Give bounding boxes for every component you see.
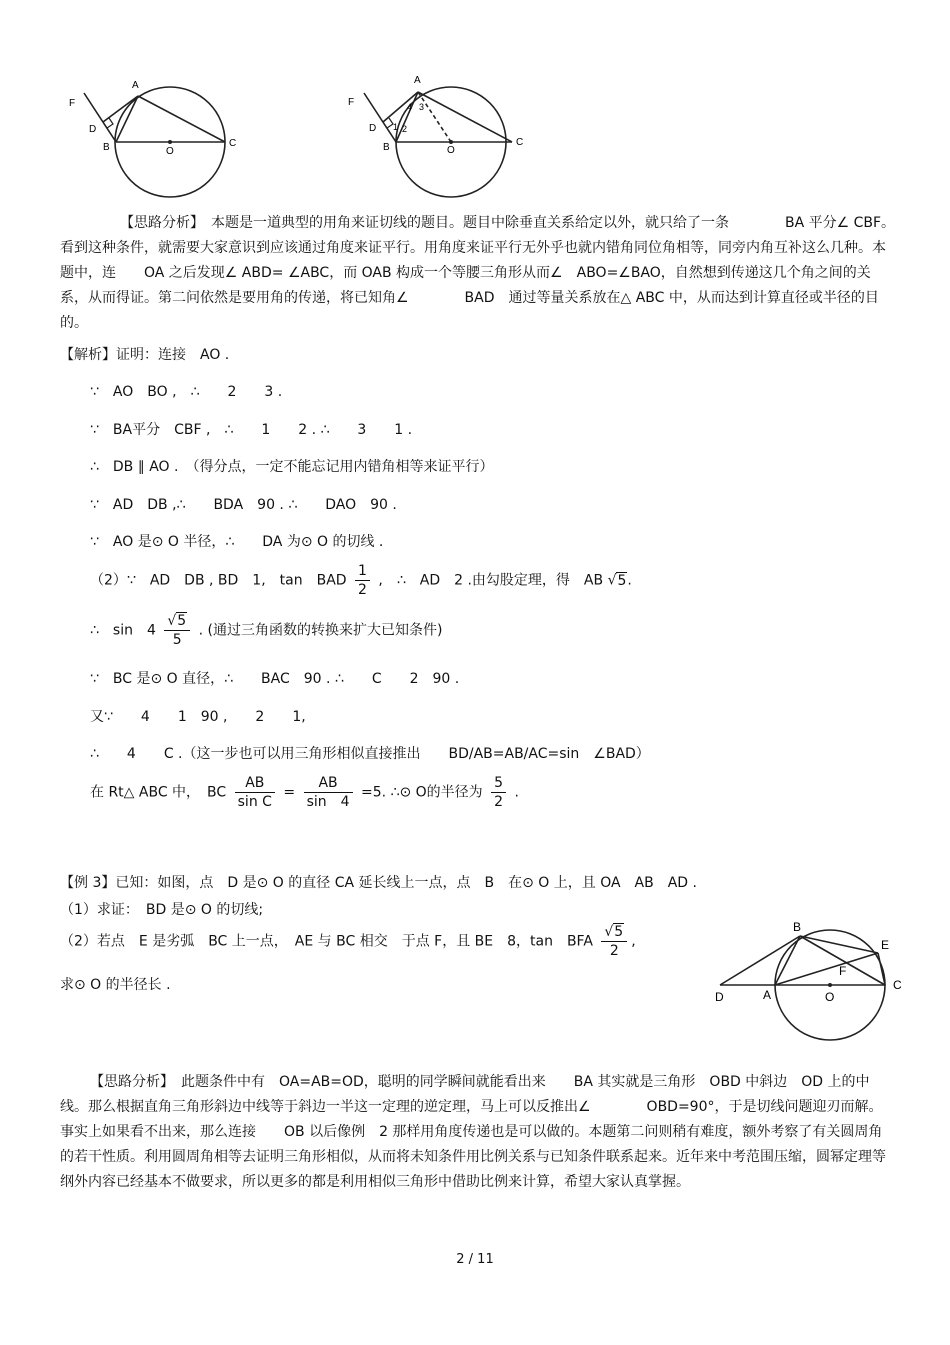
center-dot [828, 983, 832, 987]
figure-1 [60, 75, 250, 205]
chord-ac [418, 92, 512, 142]
angle-1-label: 1 [393, 122, 399, 132]
line-11-part-a: 在 Rt△ ABC 中， BC [90, 784, 227, 801]
label-d: D [89, 124, 97, 135]
example-3-question-2 [60, 923, 636, 960]
analysis-paragraph-1 [60, 211, 896, 336]
analysis-1-text: 【思路分析】 本题是一道典型的用角来证切线的题目。题目中除垂直关系给定以外，就只给了一条 BA 平分∠ CBF。看到这种条件，就需要大家意识到应该通过角度来证平行。用角度来证平行无外乎也就内错角同位角相等，同旁内角互补这么几种。本题中，连 OA 之后发现∠ ABD= ∠ABC，而 OAB 构成一个等腰三角形从而∠ ABO=∠BAO，自然想到传递这几个角之间的关系，从而得证。第二问依然是要用角的传递，将已知角∠ BAD 通过等量关系放在△ ABC 中，从而达到计算直径或半径的目的。 [60, 215, 896, 331]
line-ae [775, 953, 878, 985]
label-c: C [516, 137, 524, 148]
solution-line-8: ∵ BC 是⊙ O 直径，∴ BAC 90 . ∴ C 2 90 . [90, 671, 460, 687]
frac-num: √5 [601, 923, 627, 942]
frac-num: √5 [164, 612, 190, 631]
sqrt-5: 5 [617, 572, 627, 589]
angle-3-label: 3 [419, 102, 425, 112]
frac-num: AB [235, 774, 275, 793]
label-b: B [103, 142, 110, 153]
solution-line-4: ∵ AD DB ,∴ BDA 90 . ∴ DAO 90 . [90, 497, 397, 513]
sqrt-5: 5 [614, 924, 624, 940]
analysis-paragraph-2 [60, 1070, 896, 1195]
line-7-part-b: . (通过三角函数的转换来扩大已知条件) [198, 622, 443, 639]
label-a: A [763, 988, 772, 1002]
label-b: B [383, 142, 390, 153]
frac-den: sin C [237, 794, 272, 810]
fraction-5-2 [491, 774, 506, 811]
label-c: C [893, 978, 902, 992]
q2-part-a: （2）若点 E 是劣弧 BC 上一点， AE 与 BC 相交 于点 F，且 BE 8，tan BFA [60, 933, 593, 950]
line-7-part-a: ∴ sin 4 [90, 622, 156, 639]
chord-ba [396, 92, 418, 142]
label-a: A [414, 75, 421, 86]
solution-heading: 【解析】证明：连接 AO . [60, 347, 230, 363]
frac-num: 5 [491, 774, 506, 793]
label-d: D [369, 123, 377, 134]
example-3-question-1: （1）求证： BD 是⊙ O 的切线; [60, 902, 264, 918]
line-6-part-c: . [627, 572, 632, 589]
dashed-ao [418, 92, 451, 142]
solution-line-1: ∵ AO BO , ∴ 2 3 . [90, 384, 283, 400]
line-11-part-c: . [514, 784, 519, 801]
frac-num: 1 [355, 562, 370, 581]
line-ec [878, 953, 885, 985]
line-6-part-a: （2）∵ AD DB , BD 1, tan BAD [90, 572, 347, 589]
solution-line-9: 又∵ 4 1 90 , 2 1, [90, 709, 306, 725]
frac-den: sin 4 [306, 794, 350, 810]
frac-den: 2 [494, 794, 504, 810]
solution-line-3: ∴ DB ∥ AO . （得分点，一定不能忘记用内错角相等来证平行） [90, 459, 494, 475]
sqrt-symbol: √ [607, 572, 617, 589]
equals-sign: = [283, 784, 296, 801]
label-o: O [166, 146, 174, 157]
figure-3 [705, 915, 915, 1055]
label-o: O [447, 145, 455, 156]
solution-line-6 [90, 562, 632, 599]
solution-line-10: ∴ 4 C .（这一步也可以用三角形相似直接推出 BD/AB=AB/AC=sin ∠BAD） [90, 746, 650, 762]
fraction-1-2 [355, 562, 370, 599]
fraction-root5-5 [164, 612, 190, 649]
frac-den: 5 [172, 632, 182, 648]
label-f: F [839, 964, 847, 978]
center-dot [449, 140, 453, 144]
solution-line-2: ∵ BA平分 CBF , ∴ 1 2 . ∴ 3 1 . [90, 422, 413, 438]
frac-den: 2 [609, 943, 619, 959]
page-number: 2 / 11 [456, 1252, 494, 1267]
line-bf [364, 93, 399, 142]
sqrt-5: 5 [177, 613, 187, 629]
solution-line-11 [90, 774, 519, 811]
frac-num: AB [304, 774, 353, 793]
angle-2-label: 2 [402, 124, 408, 134]
label-c: C [229, 138, 237, 149]
label-b: B [793, 920, 802, 934]
center-dot [168, 140, 172, 144]
line-6-part-b: , ∴ AD 2 .由勾股定理，得 AB [378, 572, 604, 589]
line-11-part-b: =5. ∴⊙ O的半径为 [361, 784, 483, 801]
analysis-2-text: 【思路分析】 此题条件中有 OA=AB=OD，聪明的同学瞬间就能看出来 BA 其实就是三角形 OBD 中斜边 OD 上的中线。那么根据直角三角形斜边中线等于斜边一半这一定理的逆定理，马上可以反推出∠ OBD=90°，于是切线问题迎刃而解。事实上如果看不出来，那么连接 OB 以后像例 2 那样用角度传递也是可以做的。本题第二问则稍有难度，额外考察了有关圆周角的若干性质。利用圆周角相等去证明三角形相似，从而将未知条件用比例关系与已知条件联系起来。近年来中考范围压缩，圆幂定理等纲外内容已经基本不做要求，所以更多的都是利用相似三角形中借助比例来计算，希望大家认真掌握。 [60, 1074, 886, 1190]
example-3-question-3: 求⊙ O 的半径长 . [60, 977, 171, 993]
chord-ac [138, 96, 225, 142]
example-3-title: 【例 3】已知：如图，点 D 是⊙ O 的直径 CA 延长线上一点，点 B 在⊙ O 上，且 OA AB AD . [60, 875, 697, 891]
label-a: A [132, 80, 139, 91]
frac-den: 2 [358, 582, 367, 598]
q2-part-b: , [631, 933, 636, 950]
fraction-ab-sin4 [304, 774, 353, 811]
right-angle-mark [107, 118, 113, 128]
label-f: F [69, 98, 76, 109]
figure-2 [340, 70, 540, 205]
label-e: E [881, 938, 890, 952]
fraction-ab-sinc [235, 774, 275, 811]
label-o: O [825, 990, 835, 1004]
fraction-root5-2 [601, 923, 627, 960]
angle-4-label: 4 [407, 102, 413, 112]
solution-line-5: ∵ AO 是⊙ O 半径，∴ DA 为⊙ O 的切线 . [90, 534, 384, 550]
label-d: D [715, 990, 724, 1004]
line-da [383, 92, 418, 122]
label-f: F [348, 97, 355, 108]
solution-line-7 [90, 612, 442, 649]
